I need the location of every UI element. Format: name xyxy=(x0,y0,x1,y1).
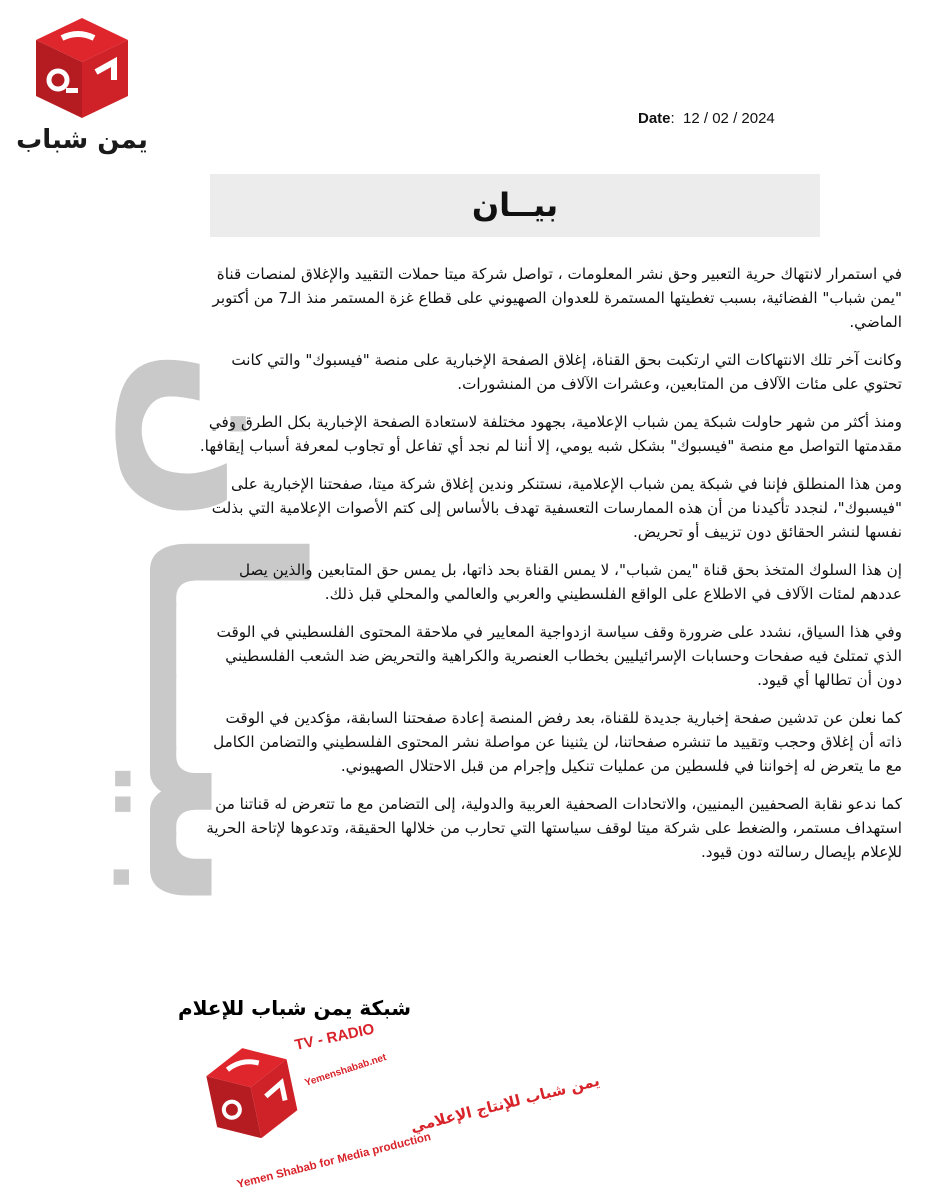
website-text: Yemenshabab.net xyxy=(303,1052,388,1089)
footer-arabic-name: يمن شباب للإنتاج الإعلامي xyxy=(408,1071,602,1136)
paragraph: ومن هذا المنطلق فإننا في شبكة يمن شباب الإعلامية، نستنكر وندين إغلاق شركة ميتا، صفحتنا الإخبارية على "فيسبوك"، لنجدد تأكيدنا من أن هذه الممارسات التعسفية تهدف بالأساس إلى كتم الأصوات الإعلامية التي بذلت نفسها لنشر الحقائق دون تزييف أو تحريض. xyxy=(211,475,902,541)
paragraph: إن هذا السلوك المتخذ بحق قناة "يمن شباب"، لا يمس القناة بحد ذاتها، بل يمس حق المتابعين والذين يصل عددهم لمئات الآلاف في الاطلاع على الواقع الفلسطيني والعربي والعالمي والمحلي قبل ذلك. xyxy=(238,561,902,603)
date-value: 12 / 02 / 2024 xyxy=(683,110,775,127)
paragraph: وفي هذا السياق، نشدد على ضرورة وقف سياسة ازدواجية المعايير في ملاحقة المحتوى الفلسطيني في الوقت الذي تمتلئ فيه صفحات وحسابات الإسرائيليين بخطاب العنصرية والكراهية والتحريض ضد الشعب الفلسطيني دون أن تطالها أي قيود. xyxy=(216,623,902,689)
page-title: بيــان xyxy=(471,186,559,224)
tv-radio-text: TV - RADIO xyxy=(293,1020,376,1054)
signature: شبكة يمن شباب للإعلام xyxy=(177,996,411,1020)
paragraph: كما نعلن عن تدشين صفحة إخبارية جديدة للقناة، بعد رفض المنصة إعادة صفحتنا السابقة، مؤكدين في الوقت ذاته أن إغلاق وحجب وتقييد ما تنشره صفحاتنا، لن يثنينا عن مواصلة نشر المحتوى الفلسطيني والتضامن الكامل مع ما يتعرض له إخواننا في فلسطين من عمليات تنكيل وإجرام من قبل الاحتلال الصهيوني. xyxy=(213,709,902,775)
date-label: Date xyxy=(638,110,671,127)
brand-logo xyxy=(16,10,148,160)
brand-logo-text: يمن شباب xyxy=(16,125,148,155)
paragraph: وكانت آخر تلك الانتهاكات التي ارتكبت بحق القناة، إغلاق الصفحة الإخبارية على منصة "فيسبوك" والتي كانت تحتوي على مئات الآلاف من المتابعين، وعشرات الآلاف من المنشورات. xyxy=(231,351,902,393)
paragraph: في استمرار لانتهاك حرية التعبير وحق نشر المعلومات ، تواصل شركة ميتا حملات التقييد والإغلاق لمنصات قناة "يمن شباب" الفضائية، بسبب تغطيتها المستمرة للعدوان الصهيوني على قطاع غزة المستمر منذ الـ7 من أكتوبر الماضي. xyxy=(212,265,902,331)
date-colon: : xyxy=(670,110,684,127)
title-box xyxy=(210,174,820,237)
footer-english-name: Yemen Shabab for Media production xyxy=(235,1131,433,1191)
paragraph: كما ندعو نقابة الصحفيين اليمنيين، والاتحادات الصحفية العربية والدولية، إلى التضامن مع ما تتعرض له قناتنا من استهداف مستمر، والضغط على شركة ميتا لوقف سياستها التي تحارب من خلالها الحقيقة، وتدعوها لإتاحة الحرية للإعلام بإيصال رسالته دون قيود. xyxy=(206,795,902,861)
paragraph: ومنذ أكثر من شهر حاولت شبكة يمن شباب الإعلامية، بجهود مختلفة لاستعادة الصفحة الإخبارية بكل الطرق وفي مقدمتها التواصل مع منصة "فيسبوك" بشكل شبه يومي، إلا أننا لم نجد أي تفاعل أو تجاوب لمعرفة أسباب إيقافها. xyxy=(199,413,902,455)
footer-logo xyxy=(198,1020,602,1198)
date-line xyxy=(638,110,775,127)
statement-body xyxy=(198,262,902,878)
watermark-text: بيــان xyxy=(100,346,345,914)
